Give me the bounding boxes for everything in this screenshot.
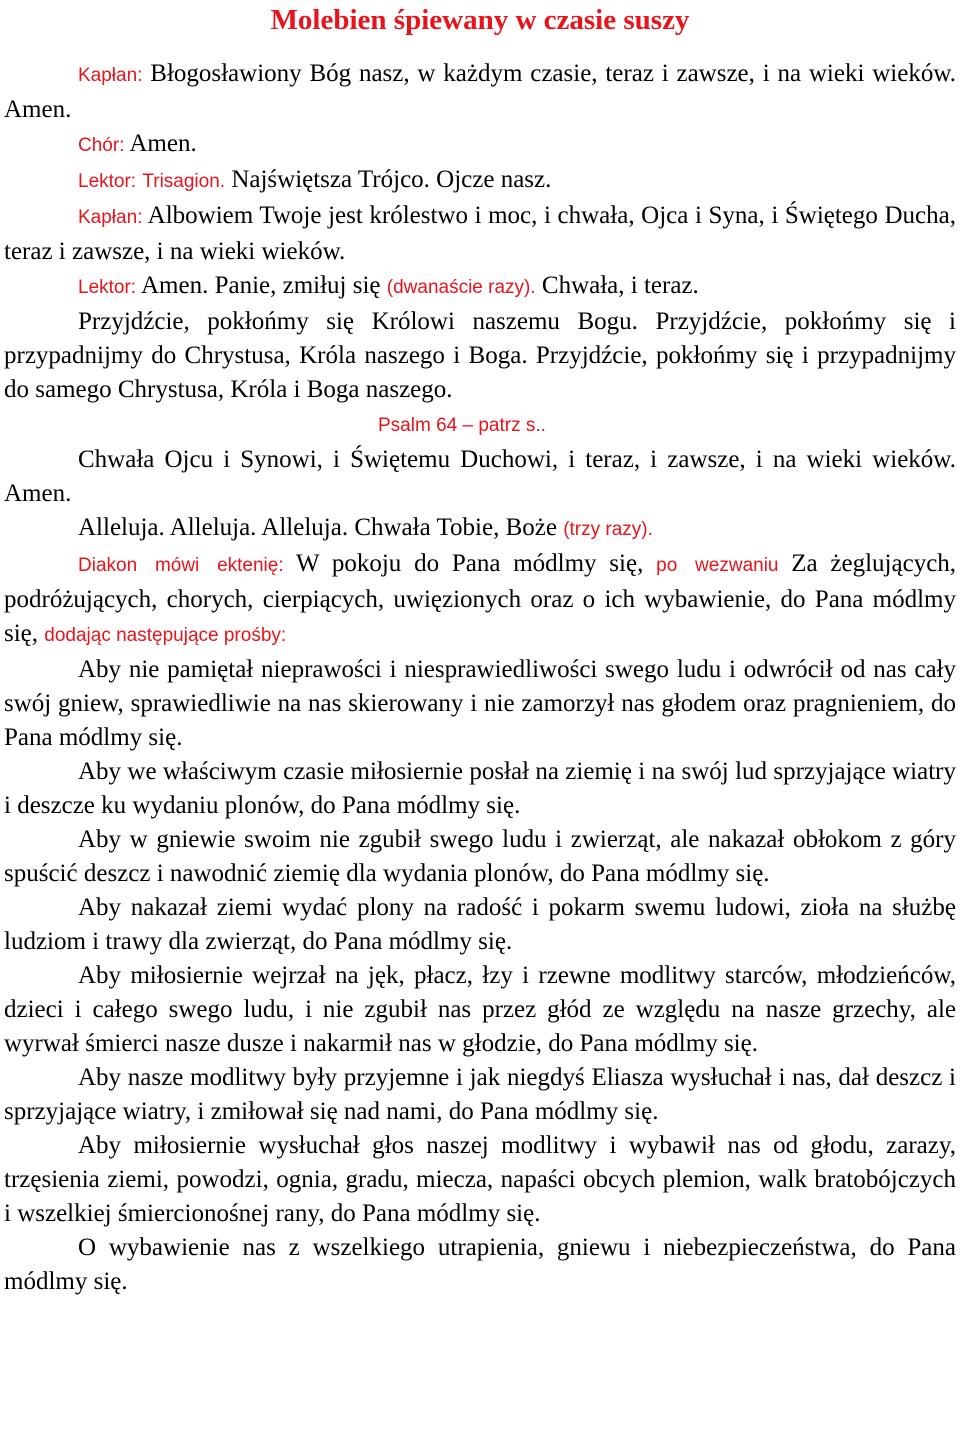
paragraph-text: W pokoju do Pana módlmy się, xyxy=(295,550,644,577)
paragraph-text: Chwała, i teraz. xyxy=(541,272,699,299)
paragraph-text: Alleluja. Alleluja. Alleluja. Chwała Tobie, Boże xyxy=(78,514,557,541)
petition-8 xyxy=(4,1231,956,1299)
role-label: Chór: xyxy=(78,135,125,156)
paragraph-chor-amen xyxy=(4,127,956,163)
petition-4 xyxy=(4,891,956,959)
paragraph-kaplan-doxology xyxy=(4,199,956,269)
paragraph-text: Albowiem Twoje jest królestwo i moc, i chwała, Ojca i Syna, i Świętego Ducha, teraz i zawsze, i na wieki wieków. xyxy=(4,202,956,265)
paragraph-lektor-trisagion xyxy=(4,163,956,199)
paragraph-text: Amen. Panie, zmiłuj się xyxy=(140,272,381,299)
role-label: Kapłan: xyxy=(78,65,143,86)
paragraph-text: Aby miłosiernie wejrzał na jęk, płacz, łzy i rzewne modlitwy starców, młodzieńców, dzieci i całego swego ludu, i nie zgubił nas przez głód ze względu na nasze grzechy, ale wyrwał śmierci nasze dusze i nakarmił nas w głodzie, do Pana módlmy się. xyxy=(4,962,956,1057)
paragraph-chwala xyxy=(4,443,956,511)
paragraph-text: Aby nasze modlitwy były przyjemne i jak niegdyś Eliasza wysłuchał i nas, dał deszcz i sprzyjające wiatry, i zmiłował się nad nami, do Pana módlmy się. xyxy=(4,1064,956,1125)
rubric-text: Trisagion. xyxy=(142,171,226,192)
paragraph-przyjdzcie xyxy=(4,305,956,407)
paragraph-text: Aby nakazał ziemi wydać plony na radość i pokarm swemu ludowi, zioła na służbę ludziom i trawy dla zwierząt, do Pana módlmy się. xyxy=(4,894,956,955)
rubric-text: (dwanaście razy). xyxy=(386,277,536,298)
petition-5 xyxy=(4,959,956,1061)
rubric-text: po wezwaniu xyxy=(656,555,779,576)
paragraph-text: Najświętsza Trójco. Ojcze nasz. xyxy=(231,166,552,193)
paragraph-text: Przyjdźcie, pokłońmy się Królowi naszemu Bogu. Przyjdźcie, pokłońmy się i przypadnijmy do Chrystusa, Króla naszego i Boga. Przyjdźcie, pokłońmy się i przypadnijmy do samego Chrystusa, Króla i Boga naszego. xyxy=(4,308,956,403)
rubric-text: Diakon mówi ektenię: xyxy=(78,555,284,576)
petition-3 xyxy=(4,823,956,891)
paragraph-lektor-amen xyxy=(4,269,956,305)
paragraph-text: O wybawienie nas z wszelkiego utrapienia, gniewu i niebezpieczeństwa, do Pana módlmy się. xyxy=(4,1234,956,1295)
paragraph-text: Za żeglujących, podróżujących, chorych, cierpiących, uwięzionych oraz o ich wybawienie, do Pana módlmy się, xyxy=(4,550,957,647)
paragraph-text: Aby w gniewie swoim nie zgubił swego ludu i zwierząt, ale nakazał obłokom z góry spuścić deszcz i nawodnić ziemię dla wydania plonów, do Pana módlmy się. xyxy=(4,826,956,887)
paragraph-kaplan-blessing xyxy=(4,57,956,127)
paragraph-text: Amen. xyxy=(129,130,197,157)
role-label: Lektor: xyxy=(78,277,137,298)
paragraph-psalm-reference xyxy=(4,407,956,443)
paragraph-text: Aby we właściwym czasie miłosiernie posłał na ziemię i na swój lud sprzyjające wiatry i deszcze ku wydaniu plonów, do Pana módlmy się. xyxy=(4,758,956,819)
paragraph-text: Aby miłosiernie wysłuchał głos naszej modlitwy i wybawił nas od głodu, zarazy, trzęsienia ziemi, powodzi, ognia, gradu, miecza, napaści obcych plemion, walk bratobójczych i wszelkiej śmiercionośnej rany, do Pana módlmy się. xyxy=(4,1132,956,1227)
role-label: Kapłan: xyxy=(78,207,143,228)
paragraph-text: Błogosławiony Bóg nasz, w każdym czasie, teraz i zawsze, i na wieki wieków. Amen. xyxy=(4,60,956,123)
petition-7 xyxy=(4,1129,956,1231)
paragraph-diakon-ektenia xyxy=(4,547,956,653)
rubric-text: Psalm 64 – patrz s.. xyxy=(378,415,546,436)
role-label: Lektor: xyxy=(78,171,137,192)
rubric-text: dodając następujące prośby: xyxy=(44,625,287,646)
paragraph-text: Aby nie pamiętał nieprawości i niesprawiedliwości swego ludu i odwrócił od nas cały swój gniew, sprawiedliwie na nas skierowany i nie zamorzył nas głodem oraz pragnieniem, do Pana módlmy się. xyxy=(4,656,956,751)
document-title: Molebien śpiewany w czasie suszy xyxy=(270,4,690,36)
rubric-text: (trzy razy). xyxy=(563,519,653,540)
paragraph-text: Chwała Ojcu i Synowi, i Świętemu Duchowi, i teraz, i zawsze, i na wieki wieków. Amen. xyxy=(4,446,956,507)
paragraph-alleluja xyxy=(4,511,956,547)
petition-6 xyxy=(4,1061,956,1129)
petition-1 xyxy=(4,653,956,755)
petition-2 xyxy=(4,755,956,823)
